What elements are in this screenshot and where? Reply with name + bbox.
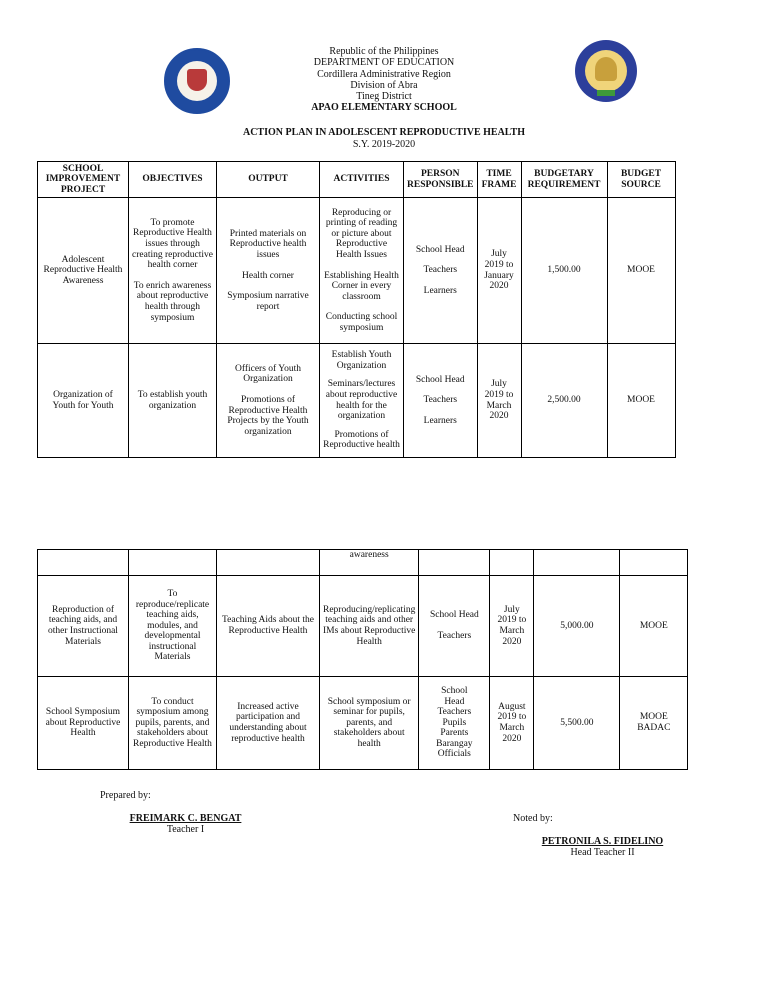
person-item: School Head [415, 374, 465, 385]
column-header: BUDGETARY REQUIREMENT [521, 162, 607, 198]
time-frame-cell: July 2019 to January 2020 [477, 198, 521, 344]
document-title: ACTION PLAN IN ADOLESCENT REPRODUCTIVE HEALTH [242, 127, 525, 138]
table-row [38, 550, 688, 576]
person-item: Learners [423, 415, 457, 426]
project-cell: Adolescent Reproductive Health Awareness [38, 198, 129, 344]
output-cell: Increased active participation and understanding about reproductive health [217, 677, 320, 770]
source-cell: MOOE [620, 576, 688, 677]
action-plan-table [37, 161, 676, 458]
time-frame-cell: July 2019 to March 2020 [477, 344, 521, 458]
activity-item: Establish Youth Organization [331, 350, 392, 371]
source-cell: MOOE BADAC [620, 677, 688, 770]
person-item: Learners [423, 285, 457, 296]
budget-cell: 2,500.00 [521, 344, 607, 458]
output-item: Promotions of Reproductive Health Projects by the Youth organization [227, 394, 309, 437]
prepared-by-label: Prepared by: [100, 790, 151, 801]
column-header: BUDGET SOURCE [607, 162, 675, 198]
persons-cell [404, 344, 478, 458]
source-cell: MOOE [607, 198, 675, 344]
project-cell: Reproduction of teaching aids, and other Instructional Materials [38, 576, 129, 677]
objective-item: To enrich awareness about reproductive health through symposium [133, 280, 212, 323]
table-row [38, 576, 688, 677]
persons-cell [404, 198, 478, 344]
school-year: S.Y. 2019-2020 [352, 139, 416, 150]
column-header: TIME FRAME [477, 162, 521, 198]
noter-position: Head Teacher II [570, 847, 635, 858]
activities-cell: School symposium or seminar for pupils, parents, and stakeholders about health [320, 677, 419, 770]
activities-cell: Reproducing/replicating teaching aids and other IMs about Reproductive Health [320, 576, 419, 677]
activity-item: Reproducing or printing of reading or picture about Reproductive Health Issues [325, 207, 398, 260]
table-row [38, 198, 676, 344]
preparer-position: Teacher I [166, 824, 205, 835]
output-item: Officers of Youth Organization [234, 363, 302, 385]
activity-item: Seminars/lectures about reproductive health for the organization [325, 379, 398, 422]
objective-item: To promote Reproductive Health issues through creating reproductive health corner [132, 217, 213, 271]
column-header: SCHOOL IMPROVEMENT PROJECT [38, 162, 129, 198]
activity-item: Promotions of Reproductive health [323, 429, 400, 451]
output-cell [217, 198, 320, 344]
letterhead-line: Republic of the Philippines [329, 46, 439, 57]
time-frame-cell: August 2019 to March 2020 [490, 677, 534, 770]
column-header: PERSON RESPONSIBLE [404, 162, 478, 198]
source-cell: MOOE [607, 344, 675, 458]
noter-name: PETRONILA S. FIDELINO [541, 836, 664, 847]
objectives-cell [129, 198, 217, 344]
noted-by-label: Noted by: [513, 813, 553, 824]
output-item: Symposium narrative report [227, 291, 309, 312]
person-item: Teachers [423, 395, 458, 406]
output-cell: Teaching Aids about the Reproductive Health [217, 576, 320, 677]
school-name: APAO ELEMENTARY SCHOOL [311, 102, 457, 114]
prepared-by-block [118, 813, 253, 835]
person-item: School Head [415, 244, 465, 255]
table-row [38, 677, 688, 770]
output-item: Printed materials on Reproductive health issues [229, 228, 307, 260]
output-cell [217, 344, 320, 458]
time-frame-cell: July 2019 to March 2020 [490, 576, 534, 677]
action-plan-table-continued [37, 549, 688, 770]
objectives-cell [129, 344, 217, 458]
letterhead-line: Tineg District [356, 91, 412, 103]
activity-item: Conducting school symposium [325, 312, 398, 333]
budget-cell: 5,000.00 [534, 576, 620, 677]
activity-item: Establishing Health Corner in every classroom [324, 270, 399, 302]
objective-item: To establish youth organization [137, 389, 208, 411]
person-item: Teachers [437, 631, 472, 641]
budget-cell: 5,500.00 [534, 677, 620, 770]
preparer-name: FREIMARK C. BENGAT [129, 813, 242, 824]
activities-cell [320, 198, 404, 344]
project-cell: Organization of Youth for Youth [38, 344, 129, 458]
column-header: OBJECTIVES [129, 162, 217, 198]
table-row [38, 344, 676, 458]
letterhead-line: Cordillera Administrative Region [317, 68, 451, 80]
column-header: ACTIVITIES [320, 162, 404, 198]
letterhead-line: DEPARTMENT OF EDUCATION [313, 57, 455, 69]
output-item: Health corner [242, 270, 294, 281]
persons-cell: School Head Teachers Pupils Parents Barangay Officials [419, 677, 490, 770]
continued-activity-text: awareness [320, 550, 419, 576]
person-item: Teachers [423, 265, 458, 276]
letterhead [0, 46, 768, 114]
persons-cell [419, 576, 490, 677]
objectives-cell: To reproduce/replicate teaching aids, modules, and developmental instructional Materials [129, 576, 217, 677]
project-cell: School Symposium about Reproductive Health [38, 677, 129, 770]
letterhead-line: Division of Abra [350, 79, 418, 91]
person-item: School Head [429, 610, 479, 621]
column-header: OUTPUT [217, 162, 320, 198]
activities-cell [320, 344, 404, 458]
table-header-row [38, 162, 676, 198]
noted-by-block [530, 836, 675, 858]
budget-cell: 1,500.00 [521, 198, 607, 344]
objectives-cell: To conduct symposium among pupils, parents, and stakeholders about Reproductive Health [129, 677, 217, 770]
